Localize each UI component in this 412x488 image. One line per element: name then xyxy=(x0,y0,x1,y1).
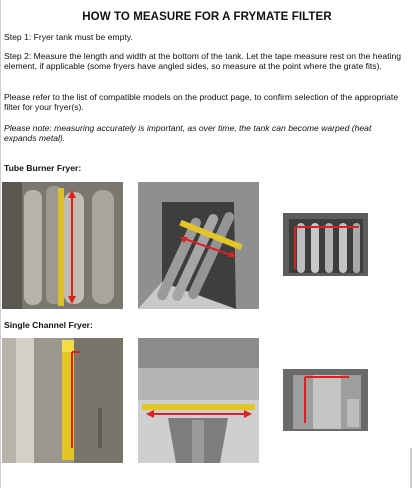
compatibility-text: Please refer to the list of compatible models on the product page, to confirm selection of the appropriate filter for your fryer(s). xyxy=(4,92,399,113)
single-fryer-photo-front xyxy=(2,338,123,463)
tube-fryer-photo-front xyxy=(2,182,123,309)
step-1-text: Step 1: Fryer tank must be empty. xyxy=(4,32,133,42)
tube-fryer-photo-top xyxy=(138,182,259,309)
step-2-text: Step 2: Measure the length and width at the bottom of the tank. Let the tape measure rest on the heating element, if applicable (some fryers have angled sides, so measure at the point where the grate fits). xyxy=(4,51,402,72)
tube-fryer-photo-side xyxy=(283,213,368,276)
page-title: HOW TO MEASURE FOR A FRYMATE FILTER xyxy=(82,11,332,23)
tube-burner-heading: Tube Burner Fryer: xyxy=(4,163,82,173)
single-fryer-photo-side xyxy=(283,369,368,431)
accuracy-note: Please note: measuring accurately is important, as over time, the tank can become warped (heat expands metal). xyxy=(4,123,372,144)
single-fryer-photo-top xyxy=(138,338,259,463)
single-channel-heading: Single Channel Fryer: xyxy=(4,320,93,330)
